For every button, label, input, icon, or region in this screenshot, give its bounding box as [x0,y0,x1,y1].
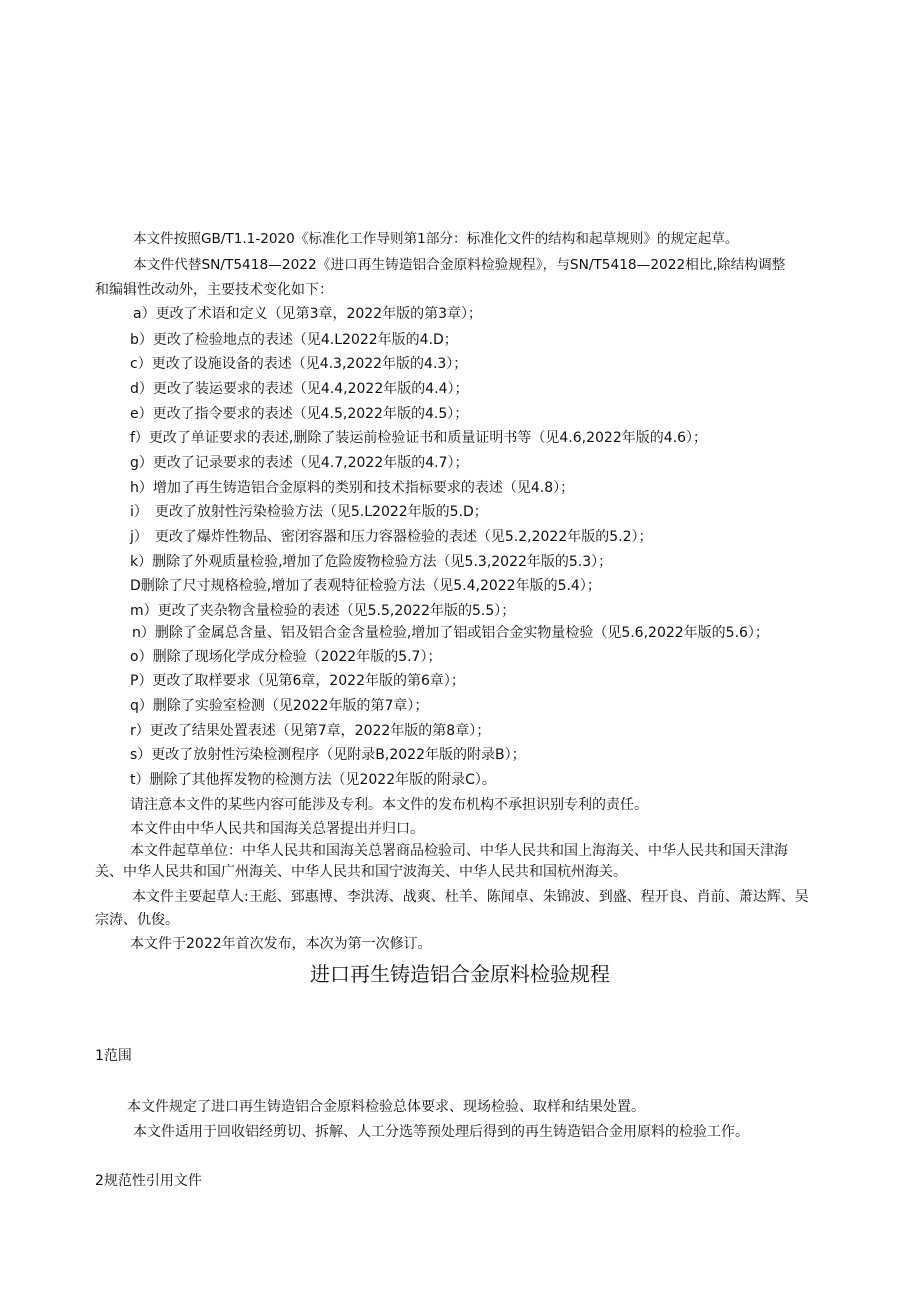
change-item-s: s）更改了放射性污染检测程序（见附录B,2022年版的附录B）； [130,747,526,763]
change-item-a: a）更改了术语和定义（见第3章，2022年版的第3章）； [133,306,483,322]
drafters-line1: 本文件主要起草人:王彪、郅惠博、李洪涛、战爽、杜羊、陈闻卓、朱锦波、到盛、程开良、肖前、萧达辉、吴 [132,889,809,905]
section-2-heading: 2规范性引用文件 [95,1173,202,1189]
change-item-q: q）删除了实验室检测（见2022年版的第7章）； [130,698,429,714]
change-item-g: g）更改了记录要求的表述（见4.7,2022年版的4.7）； [130,455,469,471]
drafting-units-line2: 关、中华人民共和国广州海关、中华人民共和国宁波海关、中华人民共和国杭州海关。 [95,864,627,880]
document-title: 进口再生铸造铝合金原料检验规程 [310,962,610,986]
change-item-c: c）更改了设施设备的表述（见4.3,2022年版的4.3）； [130,356,468,372]
foreword-para-replacement-line1: 本文件代替SN/T5418—2022《进口再生铸造铝合金原料检验规程》，与SN/T5418—2022相比,除结构调整 [133,257,786,273]
change-item-m: m）更改了夹杂物含量检验的表述（见5.5,2022年版的5.5）； [130,603,516,619]
section-1-heading: 1范围 [95,1048,132,1064]
change-item-k: k）删除了外观质量检验,增加了危险废物检验方法（见5.3,2022年版的5.3）； [130,554,613,570]
section-1-applicability-para: 本文件适用于回收铝经剪切、拆解、人工分选等预处理后得到的再生铸造铝合金用原料的检验工作。 [133,1124,749,1140]
change-item-b: b）更改了检验地点的表述（见4.L2022年版的4.D； [130,332,458,348]
change-item-j: j） 更改了爆炸性物品、密闭容器和压力容器检验的表述（见5.2,2022年版的5.2）； [130,529,653,545]
change-item-f: f）更改了单证要求的表述,删除了装运前检验证书和质量证明书等（见4.6,2022年版的4.6）； [130,430,707,446]
drafting-units-line1: 本文件起草单位：中华人民共和国海关总署商品检验司、中华人民共和国上海海关、中华人民共和国天津海 [130,843,788,859]
patent-note: 请注意本文件的某些内容可能涉及专利。本文件的发布机构不承担识别专利的责任。 [130,797,648,813]
change-item-d: d）更改了装运要求的表述（见4.4,2022年版的4.4）； [130,381,469,397]
proposer-statement: 本文件由中华人民共和国海关总署提出并归口。 [130,821,424,837]
section-1-scope-para: 本文件规定了进口再生铸造铝合金原料检验总体要求、现场检验、取样和结果处置。 [127,1099,645,1115]
revision-history: 本文件于2022年首次发布，本次为第一次修订。 [130,936,432,952]
change-item-e: e）更改了指令要求的表述（见4.5,2022年版的4.5）； [130,406,469,422]
change-item-r: r）更改了结果处置表述（见第7章，2022年版的第8章）； [130,723,491,739]
change-item-o: o）删除了现场化学成分检验（2022年版的5.7）； [130,649,442,665]
change-item-p: P）更改了取样要求（见第6章，2022年版的第6章）； [130,673,465,689]
change-item-i: i） 更改了放射性污染检验方法（见5.L2022年版的5.D； [130,504,488,520]
change-item-h: h）增加了再生铸造铝合金原料的类别和技术指标要求的表述（见4.8）； [130,480,575,496]
change-item-t: t）删除了其他挥发物的检测方法（见2022年版的附录C）。 [130,772,496,788]
foreword-para-drafting-rules: 本文件按照GB/T1.1-2020《标准化工作导则第1部分：标准化文件的结构和起草规则》的规定起草。 [133,231,739,247]
foreword-para-replacement-line2: 和编辑性改动外，主要技术变化如下： [95,282,333,298]
change-item-n: n）删除了金属总含量、铝及铝合金含量检验,增加了铝或铝合金实物量检验（见5.6,2022年版的5.6）； [132,625,769,641]
change-item-l: D删除了尺寸规格检验,增加了表观特征检验方法（见5.4,2022年版的5.4）； [130,578,601,594]
drafters-line2: 宗涛、仇俊。 [95,912,179,928]
